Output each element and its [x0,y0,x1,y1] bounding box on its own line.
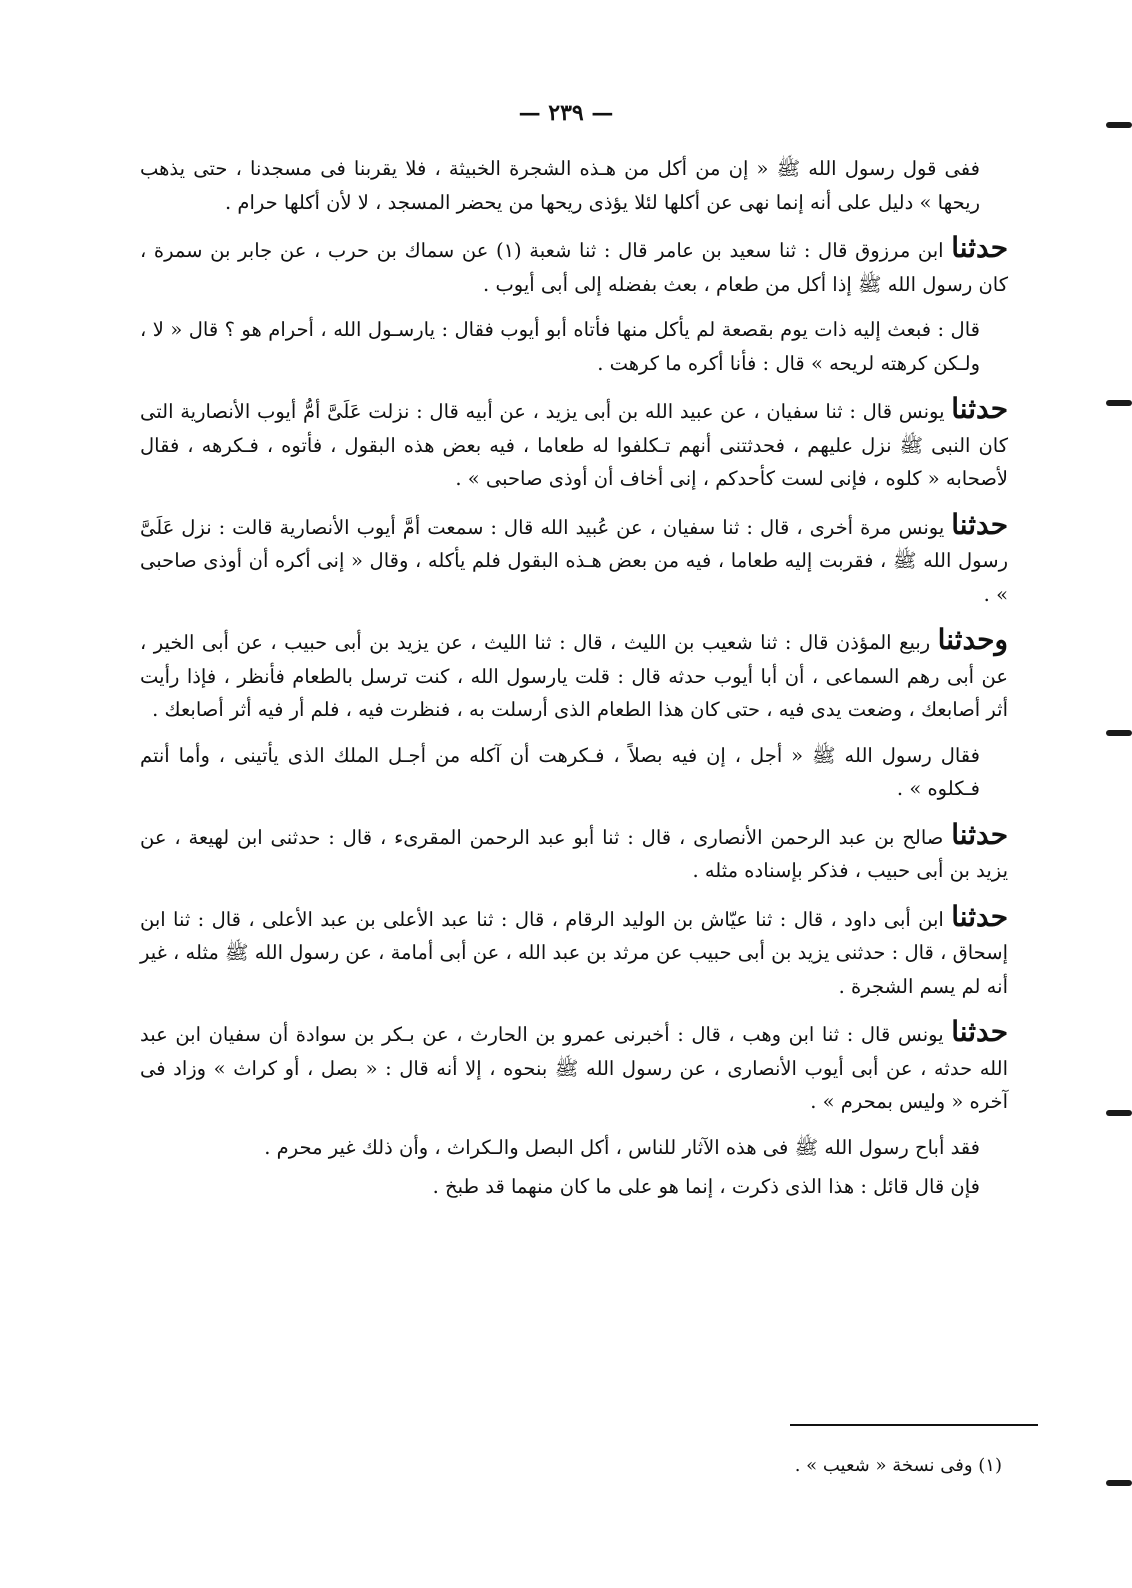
paragraph-9 [140,900,1008,1004]
paragraph-text: فقال رسول الله ﷺ « أجل ، إن فيه بصلاً ، فـكرهت أن آكله من أجـل الملك الذى يأتينى ، وأما أنتم فـكلوه » . [140,743,980,800]
paragraph-text: يونس قال : ثنا ابن وهب ، قال : أخبرنى عمرو بن الحارث ، عن بـكر بن سوادة أن سفيان ابن عبد الله حدثه ، عن أبى أيوب الأنصارى ، عن رسول الله ﷺ بنحوه ، إلا أنه قال : « بصل ، أو كراث » وزاد فى آخره « وليس بمحرم » . [140,1023,1008,1113]
paragraph-6 [140,623,1008,727]
footnote: (١) وفى نسخة « شعيب » . [794,1455,1002,1476]
margin-mark [1106,730,1132,736]
paragraph-7 [140,739,1008,806]
paragraph-11 [140,1131,1008,1165]
paragraph-text: ربيع المؤذن قال : ثنا شعيب بن الليث ، قال : ثنا الليث ، عن يزيد بن أبى حبيب ، عن أبى الخير ، عن أبى رهم السماعى ، أن أبا أيوب حدثه قال : قلت يارسول الله ، كنت ترسل بالطعام فأنظر ، فإذا رأيت أثر أصابعك ، وضعت يدى فيه ، حتى كان هذا الطعام الذى أرسلت به ، فنظرت فيه ، فلم أر فيه أثر أصابعك . [140,631,1008,721]
paragraph-4 [140,392,1008,496]
margin-mark [1106,400,1132,406]
margin-mark [1106,1110,1132,1116]
hadith-lead: وحدثنا [937,623,1008,656]
paragraph-text: ففى قول رسول الله ﷺ « إن من أكل من هـذه الشجرة الخبيثة ، فلا يقربنا فى مسجدنا ، حتى يذهب ريحها » دليل على أنه إنما نهى عن أكلها لئلا يؤذى ريحها من يحضر المسجد ، لا لأن أكلها حرام . [140,157,980,214]
footnote-divider [790,1424,1038,1426]
paragraph-text: فإن قال قائل : هذا الذى ذكرت ، إنما هو على ما كان منهما قد طبخ . [432,1175,980,1198]
paragraph-text: يونس قال : ثنا سفيان ، عن عبيد الله بن أبى يزيد ، عن أبيه قال : نزلت عَلَىَّ أمُّ أيوب الأنصارية التى كان النبى ﷺ نزل عليهم ، فحدثتنى أنهم تـكلفوا له طعاما ، فيه بعض هذه البقول ، فأتوه ، فـكرهه ، فقال لأصحابه « كلوه ، فإنى لست كأحدكم ، إنى أخاف أن أوذى صاحبى » . [140,400,1008,490]
paragraph-text: ابن مرزوق قال : ثنا سعيد بن عامر قال : ثنا شعبة (١) عن سماك بن حرب ، عن جابر بن سمرة ، كان رسول الله ﷺ إذا أكل من طعام ، بعث بفضله إلى أبى أيوب . [140,239,1008,296]
paragraph-text: ابن أبى داود ، قال : ثنا عيّاش بن الوليد الرقام ، قال : ثنا عبد الأعلى بن عبد الأعلى ، قال : ثنا ابن إسحاق ، قال : حدثنى يزيد بن أبى حبيب عن مرثد بن عبد الله ، عن أبى أمامة ، عن رسول الله ﷺ مثله ، غير أنه لم يسم الشجرة . [140,907,1008,998]
paragraph-12 [140,1170,1008,1204]
paragraph-text: يونس مرة أخرى ، قال : ثنا سفيان ، عن عُبيد الله قال : سمعت أمَّ أيوب الأنصارية قالت : نزل عَلَىَّ رسول الله ﷺ ، فقربت إليه طعاما ، فيه من بعض هـذه البقول فلم يأكله ، وقال « إنى أكره أن أوذى صاحبى » . [140,515,1008,606]
paragraph-8 [140,818,1008,888]
paragraph-text: قال : فبعث إليه ذات يوم بقصعة لم يأكل منها فأتاه أبو أيوب فقال : يارسـول الله ، أحرام هو ؟ قال « لا ، ولـكن كرهته لريحه » قال : فأنا أكره ما كرهت . [140,318,980,375]
main-text [140,152,1008,1210]
hadith-lead: حدثنا [951,392,1008,425]
hadith-lead: حدثنا [951,817,1008,851]
hadith-lead: حدثنا [951,507,1008,541]
paragraph-text: فقد أباح رسول الله ﷺ فى هذه الآثار للناس ، أكل البصل والـكراث ، وأن ذلك غير محرم . [264,1135,980,1159]
paragraph-text: صالح بن عبد الرحمن الأنصارى ، قال : ثنا أبو عبد الرحمن المقرىء ، قال : حدثنى ابن لهيعة ، عن يزيد بن أبى حبيب ، فذكر بإسناده مثله . [140,825,1008,882]
paragraph-10 [140,1015,1008,1119]
margin-mark [1106,122,1132,128]
hadith-lead: حدثنا [951,899,1008,933]
hadith-lead: حدثنا [951,231,1009,264]
page-number: — ٢٣٩ — [518,100,614,126]
paragraph-1 [140,152,1008,219]
margin-mark [1106,1480,1132,1486]
paragraph-5 [140,508,1008,612]
paragraph-3 [140,313,1008,380]
paragraph-2 [140,231,1008,301]
hadith-lead: حدثنا [951,1015,1008,1048]
